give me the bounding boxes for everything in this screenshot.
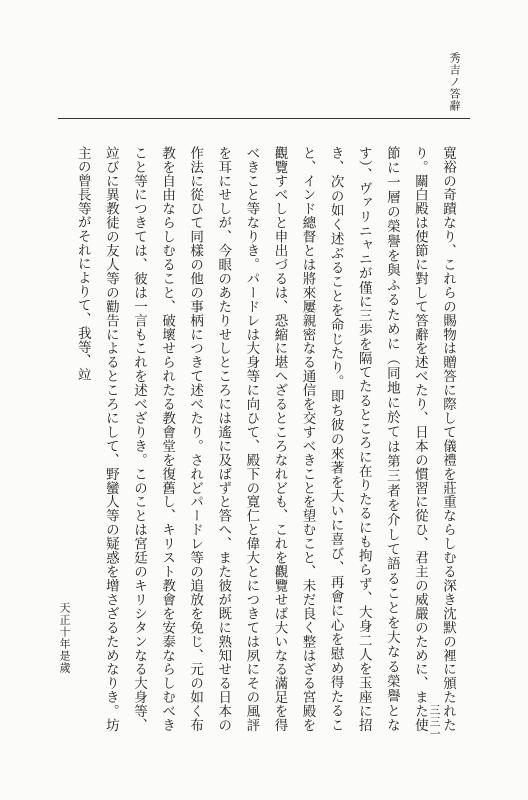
running-head: 秀吉ノ答辭 <box>448 52 461 112</box>
header-rule <box>58 118 470 119</box>
body-text <box>74 146 462 732</box>
page-number: 三三一 <box>428 704 441 740</box>
body-paragraph: 寛裕の奇蹟なり、これらの賜物は贈答に際して儀禮を莊重ならしむる深き沈默の裡に頒たれたり。關白殿は使節に對して答辭を述べたり、日本の慣習に從ひ、君主の威嚴のために、また使節に一層の榮譽を與ふるために（同地に於ては第三者を介して語ることを大なる榮譽となす）、ヴァリニャニが僅に三歩を隔てたるところに在りたるにも拘らず、大身二人を玉座に招き、次の如く述ぶることを命じたり。即ち彼の來著を大いに喜び、再會に心を慰め得たること、インド總督とは將來屢親密なる通信を交すべきことを望むこと、未だ良く整はざる宮殿を觀覽すべしと申出づるは、恐縮に堪へざるところなれども、これを觀覽せば大いなる滿足を得べきこと等なりき。パードレは大身等に向ひて、殿下の寛仁と偉大とにつきては夙にその風評を耳にせしが、今眼のあたりせしところには遙に及ばずと答へ、また彼が既に熟知せる日本の作法に從ひて同樣の他の事柄につきて述べたり。されどパードレ等の追放を免じ、元の如く布教を自由ならしむること、破壞せられたる教會堂を復舊し、キリスト教會を安泰ならしむべきこと等につきては、彼は一言もこれを述べざりき。このことは宮廷のキリシタンなる大身等、竝びに異教徒の友人等の勸告によるところにして、野蠻人等の疑惑を增さざるためなりき。坊主の曾長等がそれによりて、我等、竝 <box>74 146 456 732</box>
footer-year-label: 天正十年是歲 <box>58 602 71 674</box>
